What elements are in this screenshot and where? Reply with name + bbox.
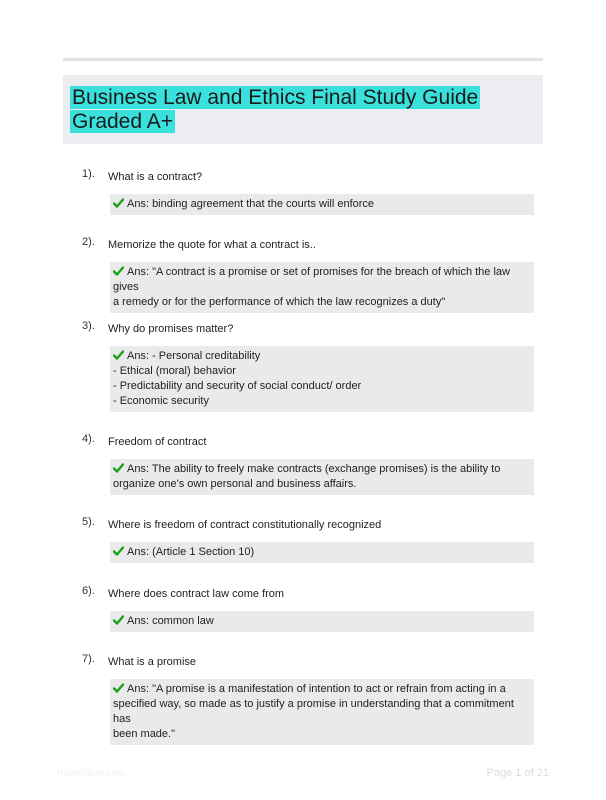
answer-line: Ans: common law — [113, 614, 530, 629]
question-item — [80, 433, 540, 490]
question-number: 3). — [82, 320, 95, 332]
question-number: 4). — [82, 433, 95, 445]
answer-box — [110, 679, 534, 745]
answer-box — [110, 459, 534, 495]
question-item — [80, 516, 540, 558]
check-icon — [113, 615, 124, 625]
answer-line: Ans: "A contract is a promise or set of promises for the breach of which the law gives — [113, 266, 510, 293]
check-icon — [113, 546, 124, 556]
answer-line: been made." — [113, 728, 176, 740]
answer-line: specified way, so made as to justify a promise in understanding that a commitment has — [113, 698, 514, 725]
answer-line: Ans: "A promise is a manifestation of intention to act or refrain from acting in a — [113, 682, 530, 697]
question-text: Freedom of contract — [108, 436, 207, 448]
question-item — [80, 320, 540, 407]
answer-box — [110, 346, 534, 412]
answer-line: Ans: binding agreement that the courts will enforce — [113, 197, 530, 212]
check-icon — [113, 266, 124, 276]
question-item — [80, 236, 540, 308]
top-divider — [63, 58, 543, 61]
question-number: 1). — [82, 168, 95, 180]
answer-line: Ans: (Article 1 Section 10) — [113, 545, 530, 560]
check-icon — [113, 463, 124, 473]
answer-line: - Predictability and security of social conduct/ order — [113, 380, 362, 392]
answer-box — [110, 542, 534, 563]
question-number: 2). — [82, 236, 95, 248]
footer-site-watermark: PaperBlue.com — [57, 768, 126, 779]
answer-line: organize one's own personal and business affairs. — [113, 478, 357, 490]
page-number: Page 1 of 21 — [486, 767, 549, 779]
question-text: Why do promises matter? — [108, 323, 234, 335]
answer-box — [110, 262, 534, 313]
title-banner — [63, 75, 543, 144]
document-title: Business Law and Ethics Final Study Guide Graded A+ — [72, 86, 479, 133]
question-number: 7). — [82, 653, 95, 665]
check-icon — [113, 350, 124, 360]
question-number: 6). — [82, 585, 95, 597]
answer-box — [110, 611, 534, 632]
question-item — [80, 168, 540, 210]
question-text: Memorize the quote for what a contract is.. — [108, 239, 316, 251]
answer-line: Ans: The ability to freely make contracts (exchange promises) is the ability to — [113, 462, 530, 477]
question-text: Where does contract law come from — [108, 588, 285, 600]
question-item — [80, 653, 540, 740]
answer-box — [110, 194, 534, 215]
question-text: Where is freedom of contract constitutionally recognized — [108, 519, 382, 531]
answer-line: Ans: - Personal creditability — [113, 349, 530, 364]
question-text: What is a contract? — [108, 171, 203, 183]
question-number: 5). — [82, 516, 95, 528]
question-text: What is a promise — [108, 656, 197, 668]
check-icon — [113, 683, 124, 693]
answer-line: - Economic security — [113, 395, 209, 407]
check-icon — [113, 198, 124, 208]
answer-line: a remedy or for the performance of which the law recognizes a duty" — [113, 296, 446, 308]
answer-line: - Ethical (moral) behavior — [113, 365, 236, 377]
question-item — [80, 585, 540, 627]
